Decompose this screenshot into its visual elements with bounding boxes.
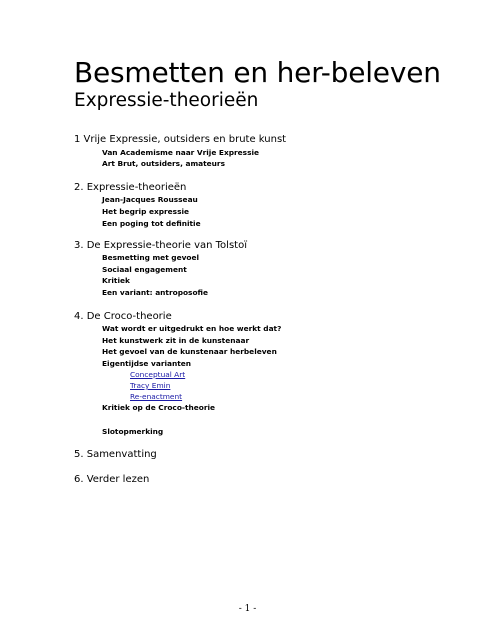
section-heading-6: 6. Verder lezen (74, 474, 150, 485)
toc-item: Het kunstwerk zit in de kunstenaar (102, 336, 250, 345)
toc-item: Sociaal engagement (102, 265, 187, 274)
toc-item: Het begrip expressie (102, 207, 190, 216)
section-heading-1: 1 Vrije Expressie, outsiders en brute kunst (74, 134, 287, 145)
section-heading-2: 2. Expressie-theorieën (74, 182, 187, 193)
toc-item: Besmetting met gevoel (102, 253, 200, 262)
document-title: Besmetten en her-beleven (74, 56, 441, 89)
toc-item: Wat wordt er uitgedrukt en hoe werkt dat? (102, 324, 282, 333)
toc-item: Een variant: antroposofie (102, 288, 209, 297)
section-heading-5: 5. Samenvatting (74, 449, 157, 460)
section-heading-4: 4. De Croco-theorie (74, 311, 172, 322)
toc-item: Een poging tot definitie (102, 219, 201, 228)
page-number: - 1 - (238, 604, 257, 614)
toc-item: Art Brut, outsiders, amateurs (102, 159, 225, 168)
toc-item-closing: Slotopmerking (102, 427, 164, 436)
toc-item: Eigentijdse varianten (102, 359, 192, 368)
toc-item: Het gevoel van de kunstenaar herbeleven (102, 347, 277, 356)
link-conceptual-art[interactable]: Conceptual Art (130, 370, 186, 379)
section-heading-3: 3. De Expressie-theorie van Tolstoï (74, 240, 247, 251)
toc-item: Jean-Jacques Rousseau (102, 195, 198, 204)
link-re-enactment[interactable]: Re-enactment (130, 392, 183, 401)
toc-item: Van Academisme naar Vrije Expressie (102, 148, 260, 157)
toc-item: Kritiek op de Croco-theorie (102, 403, 216, 412)
link-tracy-emin[interactable]: Tracy Emin (130, 381, 171, 390)
document-subtitle: Expressie-theorieën (74, 90, 259, 111)
toc-item: Kritiek (102, 276, 130, 285)
